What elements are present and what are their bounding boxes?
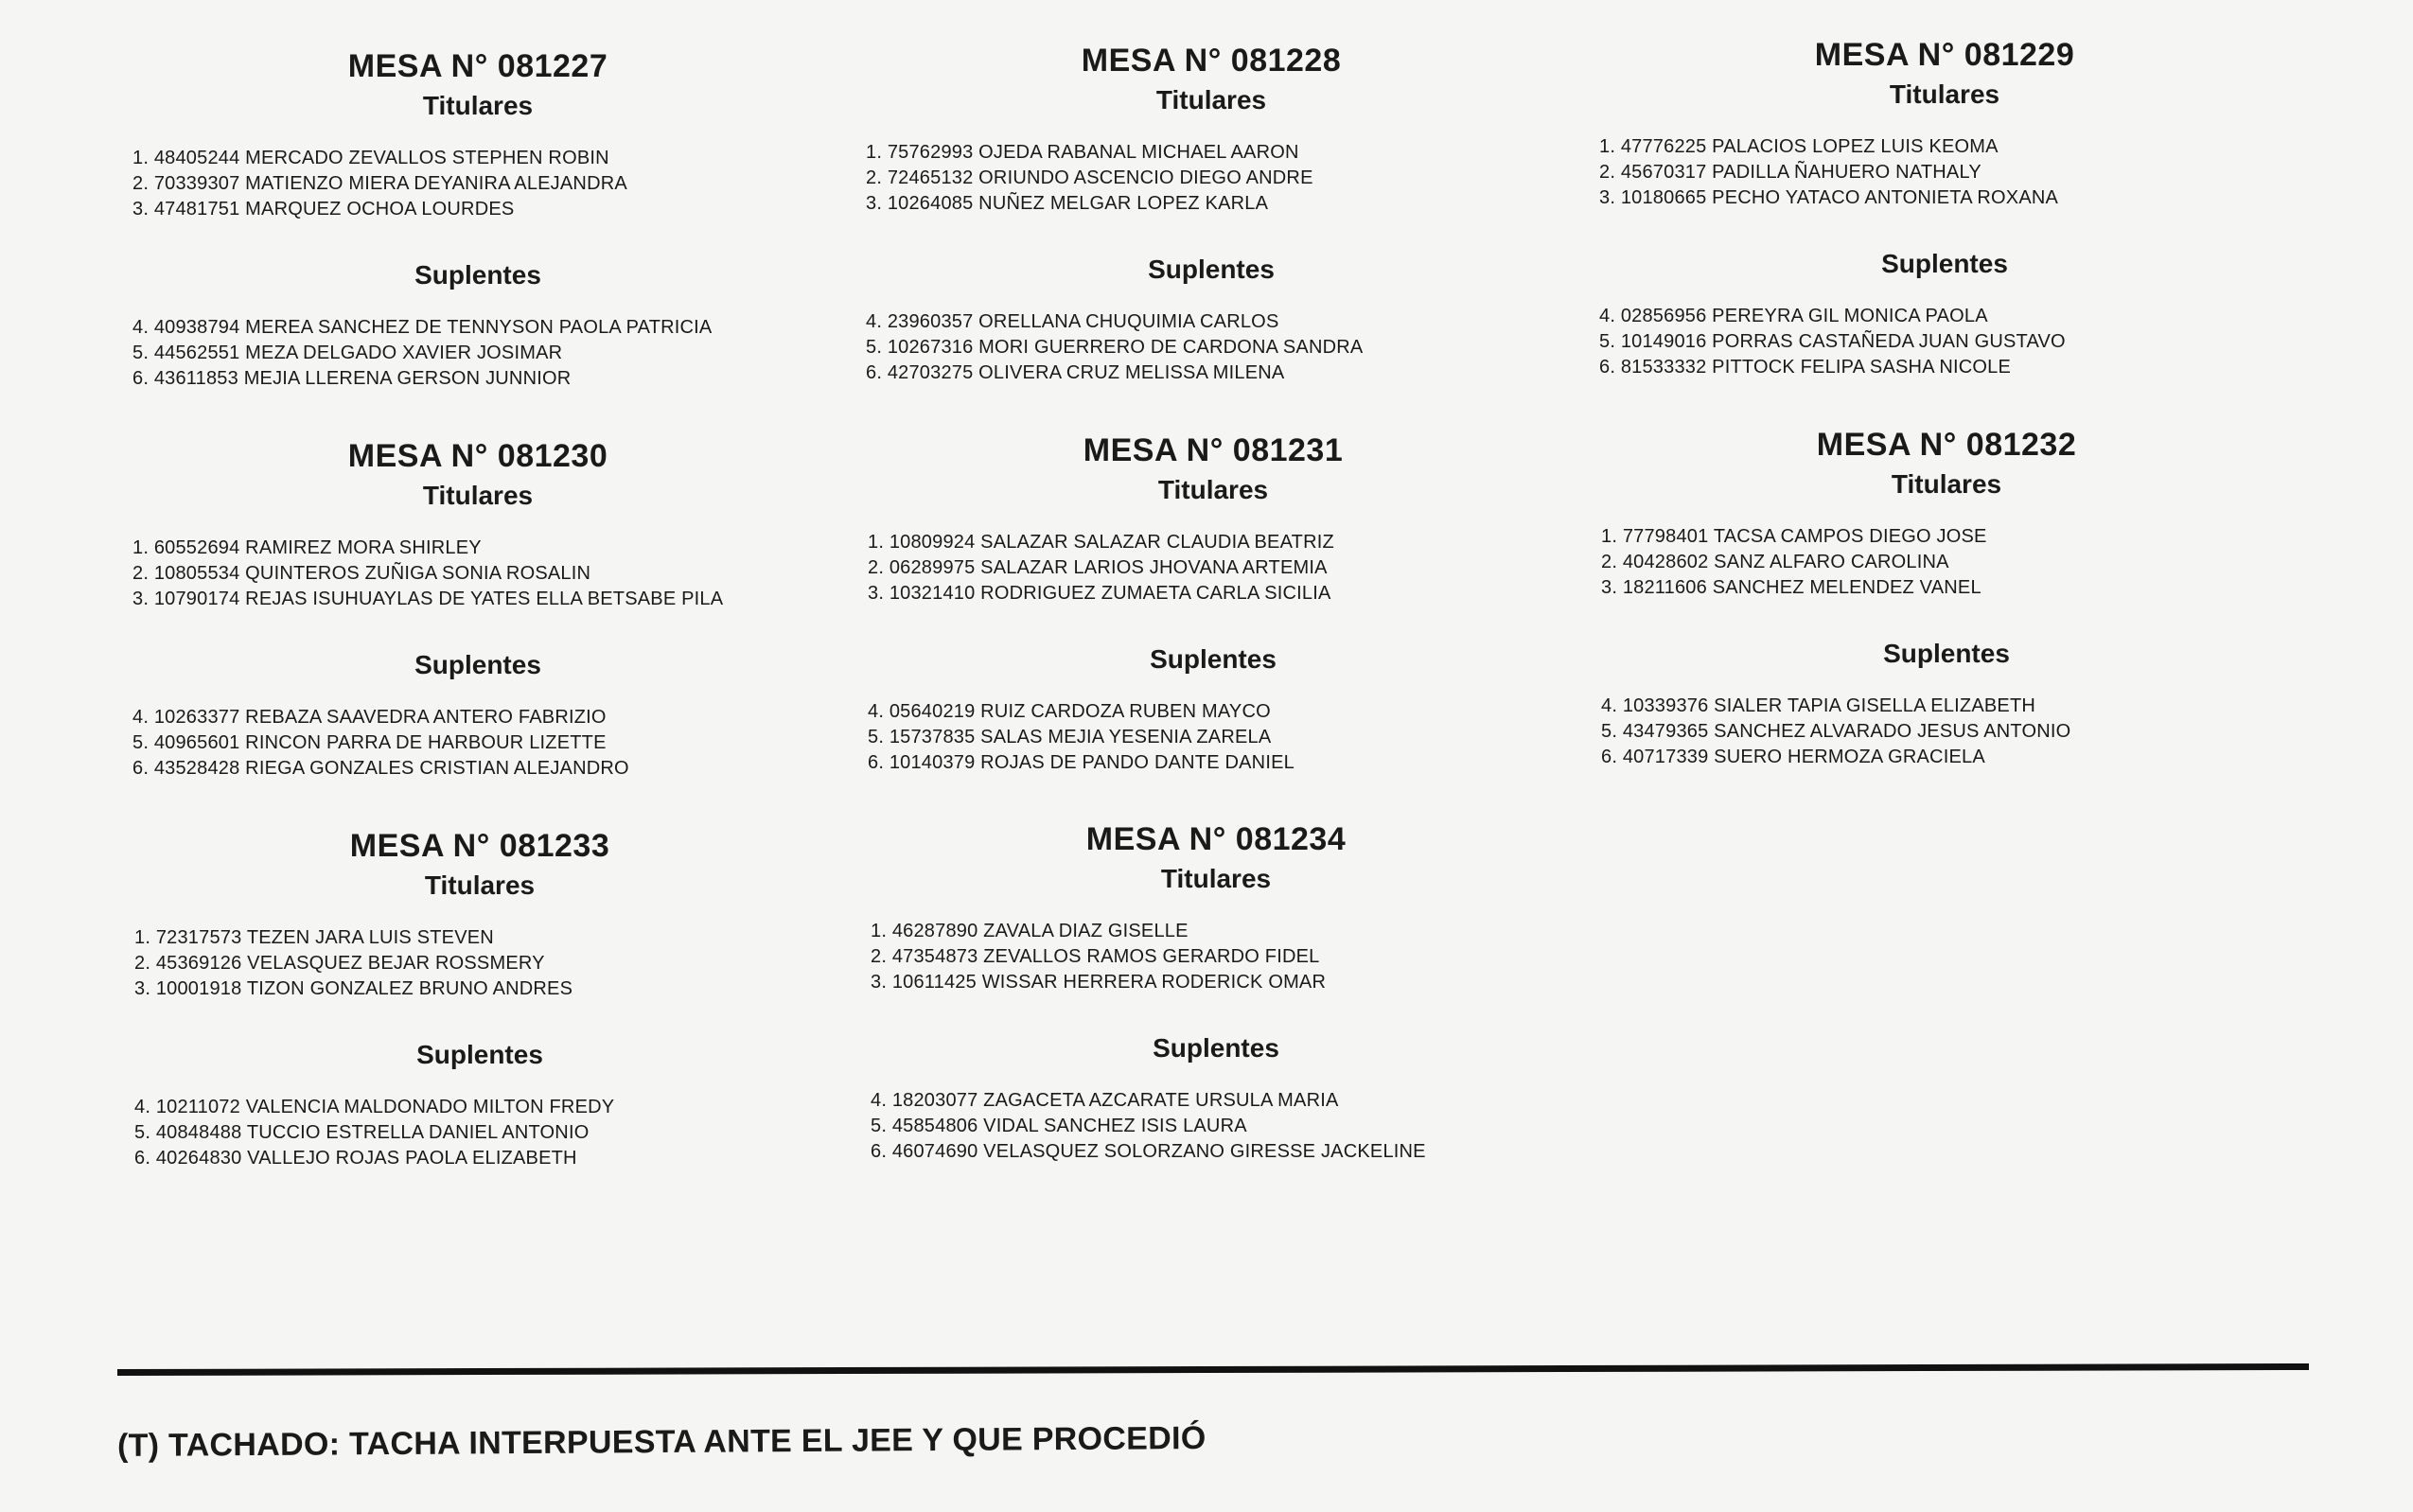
list-item: 5. 43479365 SANCHEZ ALVARADO JESUS ANTONIO: [1601, 721, 2071, 742]
mesa-title: MESA N° 081232: [1816, 427, 2077, 463]
suplentes-heading: Suplentes: [416, 1040, 543, 1069]
suplentes-heading: Suplentes: [1153, 1033, 1279, 1063]
titulares-list: [871, 919, 1561, 995]
list-item: 2. 10805534 QUINTEROS ZUÑIGA SONIA ROSALIN: [132, 563, 591, 584]
mesa-block: [134, 827, 825, 1171]
list-item: 1. 47776225 PALACIOS LOPEZ LUIS KEOMA: [1599, 136, 1999, 157]
list-item: 1. 77798401 TACSA CAMPOS DIEGO JOSE: [1601, 526, 1987, 547]
list-item: 5. 40848488 TUCCIO ESTRELLA DANIEL ANTONIO: [134, 1122, 590, 1143]
list-item: 4. 10339376 SIALER TAPIA GISELLA ELIZABETH: [1601, 695, 2036, 716]
suplentes-list: [132, 705, 823, 782]
list-item: 3. 47481751 MARQUEZ OCHOA LOURDES: [132, 199, 515, 220]
mesa-block: [868, 431, 1559, 776]
list-item: 2. 40428602 SANZ ALFARO CAROLINA: [1601, 552, 1949, 572]
list-item: 1. 60552694 RAMIREZ MORA SHIRLEY: [132, 537, 482, 558]
list-item: 6. 40717339 SUERO HERMOZA GRACIELA: [1601, 747, 1985, 767]
titulares-list: [132, 146, 823, 222]
list-item: 6. 10140379 ROJAS DE PANDO DANTE DANIEL: [868, 752, 1295, 773]
list-item: 3. 10790174 REJAS ISUHUAYLAS DE YATES ELLA BETSABE PILA: [132, 589, 724, 609]
list-item: 4. 18203077 ZAGACETA AZCARATE URSULA MARIA: [871, 1090, 1339, 1111]
list-item: 2. 47354873 ZEVALLOS RAMOS GERARDO FIDEL: [871, 946, 1320, 967]
footer-legend: (T) TACHADO: TACHA INTERPUESTA ANTE EL JEE Y QUE PROCEDIÓ: [116, 1419, 1206, 1465]
suplentes-heading: Suplentes: [1883, 639, 2010, 668]
list-item: 1. 75762993 OJEDA RABANAL MICHAEL AARON: [866, 142, 1299, 163]
list-item: 6. 81533332 PITTOCK FELIPA SASHA NICOLE: [1599, 357, 2012, 378]
mesa-title: MESA N° 081229: [1814, 37, 2075, 73]
list-item: 4. 40938794 MEREA SANCHEZ DE TENNYSON PAOLA PATRICIA: [132, 317, 713, 338]
list-item: 6. 42703275 OLIVERA CRUZ MELISSA MILENA: [866, 362, 1285, 383]
footer-divider: [117, 1363, 2309, 1376]
list-item: 3. 10321410 RODRIGUEZ ZUMAETA CARLA SICILIA: [868, 583, 1331, 604]
mesa-title: MESA N° 081230: [347, 438, 608, 474]
mesa-block: [871, 820, 1561, 1165]
titulares-list: [134, 925, 825, 1002]
list-item: 4. 10263377 REBAZA SAAVEDRA ANTERO FABRIZIO: [132, 707, 607, 728]
list-item: 5. 10267316 MORI GUERRERO DE CARDONA SANDRA: [866, 337, 1364, 358]
list-item: 3. 10001918 TIZON GONZALEZ BRUNO ANDRES: [134, 978, 573, 999]
suplentes-heading: Suplentes: [1148, 255, 1275, 284]
titulares-heading: Titulares: [422, 91, 534, 120]
titulares-heading: Titulares: [1160, 864, 1272, 893]
mesa-title: MESA N° 081233: [349, 828, 610, 864]
list-item: 4. 10211072 VALENCIA MALDONADO MILTON FREDY: [134, 1097, 615, 1117]
list-item: 6. 43611853 MEJIA LLERENA GERSON JUNNIOR: [132, 368, 572, 389]
list-item: 3. 10180665 PECHO YATACO ANTONIETA ROXANA: [1599, 187, 2059, 208]
titulares-list: [1599, 134, 2290, 211]
suplentes-list: [132, 315, 823, 392]
mesa-title: MESA N° 081231: [1083, 432, 1344, 468]
list-item: 4. 05640219 RUIZ CARDOZA RUBEN MAYCO: [868, 701, 1271, 722]
suplentes-heading: Suplentes: [1881, 249, 2008, 278]
suplentes-heading: Suplentes: [414, 260, 541, 290]
list-item: 1. 72317573 TEZEN JARA LUIS STEVEN: [134, 927, 494, 948]
list-item: 5. 40965601 RINCON PARRA DE HARBOUR LIZETTE: [132, 732, 607, 753]
list-item: 3. 10611425 WISSAR HERRERA RODERICK OMAR: [871, 972, 1327, 993]
mesa-title: MESA N° 081227: [347, 48, 608, 84]
list-item: 5. 15737835 SALAS MEJIA YESENIA ZARELA: [868, 727, 1272, 747]
suplentes-list: [134, 1095, 825, 1171]
titulares-heading: Titulares: [1889, 79, 2000, 109]
list-item: 6. 43528428 RIEGA GONZALES CRISTIAN ALEJANDRO: [132, 758, 629, 779]
list-item: 3. 18211606 SANCHEZ MELENDEZ VANEL: [1601, 577, 1981, 598]
suplentes-list: [1601, 694, 2292, 770]
list-item: 1. 48405244 MERCADO ZEVALLOS STEPHEN ROBIN: [132, 148, 609, 168]
titulares-heading: Titulares: [422, 481, 534, 510]
list-item: 6. 40264830 VALLEJO ROJAS PAOLA ELIZABETH: [134, 1148, 577, 1169]
suplentes-list: [866, 309, 1557, 386]
titulares-list: [868, 530, 1559, 607]
mesa-block: [1601, 426, 2292, 770]
titulares-heading: Titulares: [1155, 85, 1267, 114]
titulares-list: [132, 536, 823, 612]
list-item: 5. 10149016 PORRAS CASTAÑEDA JUAN GUSTAVO: [1599, 331, 2066, 352]
suplentes-heading: Suplentes: [1150, 644, 1277, 674]
titulares-heading: Titulares: [1157, 475, 1269, 504]
titulares-heading: Titulares: [424, 870, 536, 900]
mesa-title: MESA N° 081228: [1081, 43, 1342, 79]
list-item: 1. 46287890 ZAVALA DIAZ GISELLE: [871, 921, 1189, 941]
list-item: 2. 70339307 MATIENZO MIERA DEYANIRA ALEJANDRA: [132, 173, 627, 194]
list-item: 3. 10264085 NUÑEZ MELGAR LOPEZ KARLA: [866, 193, 1269, 214]
titulares-list: [1601, 524, 2292, 601]
list-item: 2. 06289975 SALAZAR LARIOS JHOVANA ARTEMIA: [868, 557, 1328, 578]
mesa-block: [132, 437, 823, 782]
list-item: 5. 44562551 MEZA DELGADO XAVIER JOSIMAR: [132, 343, 563, 363]
list-item: 2. 45670317 PADILLA ÑAHUERO NATHALY: [1599, 162, 1981, 183]
suplentes-list: [1599, 304, 2290, 380]
list-item: 2. 45369126 VELASQUEZ BEJAR ROSSMERY: [134, 953, 545, 974]
list-item: 4. 23960357 ORELLANA CHUQUIMIA CARLOS: [866, 311, 1279, 332]
list-item: 4. 02856956 PEREYRA GIL MONICA PAOLA: [1599, 306, 1988, 326]
list-item: 6. 46074690 VELASQUEZ SOLORZANO GIRESSE JACKELINE: [871, 1141, 1426, 1162]
titulares-heading: Titulares: [1891, 469, 2002, 499]
mesa-block: [132, 47, 823, 392]
mesa-block: [866, 42, 1557, 386]
mesa-block: [1599, 36, 2290, 380]
list-item: 5. 45854806 VIDAL SANCHEZ ISIS LAURA: [871, 1116, 1247, 1136]
suplentes-list: [868, 699, 1559, 776]
mesa-title: MESA N° 081234: [1085, 821, 1347, 857]
suplentes-list: [871, 1088, 1561, 1165]
list-item: 1. 10809924 SALAZAR SALAZAR CLAUDIA BEATRIZ: [868, 532, 1334, 553]
list-item: 2. 72465132 ORIUNDO ASCENCIO DIEGO ANDRE: [866, 167, 1313, 188]
suplentes-heading: Suplentes: [414, 650, 541, 679]
titulares-list: [866, 140, 1557, 217]
